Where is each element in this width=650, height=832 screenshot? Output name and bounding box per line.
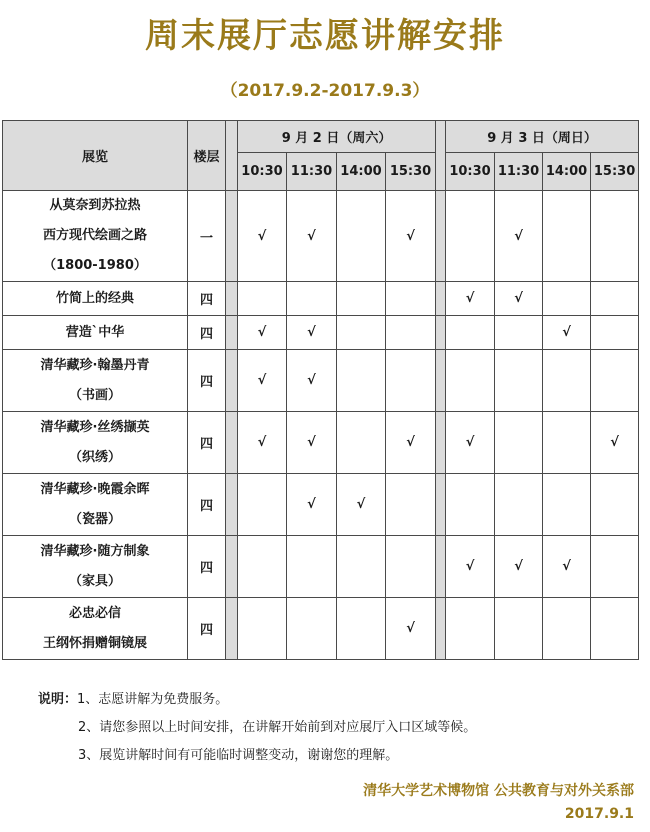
table-row bbox=[3, 536, 639, 598]
exhibition-name-line: 清华藏珍·晚霞余晖 bbox=[40, 481, 150, 497]
exhibition-name-line: 清华藏珍·丝绣撷英 bbox=[40, 419, 150, 435]
slot-cell bbox=[337, 474, 386, 536]
exhibition-name bbox=[3, 316, 188, 350]
check-mark: √ bbox=[514, 228, 523, 244]
date-range-subtitle: （2017.9.2-2017.9.3） bbox=[220, 81, 430, 101]
exhibition-name bbox=[3, 474, 188, 536]
exhibition-name-line: 王纲怀捐赠铜镜展 bbox=[42, 635, 147, 651]
exhibition-name bbox=[3, 412, 188, 474]
table-row bbox=[3, 598, 639, 660]
slot-cell bbox=[446, 536, 495, 598]
slot-cell bbox=[591, 282, 639, 316]
slot-cell bbox=[287, 474, 337, 536]
organization-name: 清华大学艺术博物馆 公共教育与对外关系部 bbox=[363, 783, 634, 799]
slot-cell bbox=[591, 412, 639, 474]
check-mark: √ bbox=[562, 559, 571, 574]
slot-cell bbox=[591, 474, 639, 536]
table-row bbox=[3, 282, 639, 316]
slot-cell bbox=[446, 598, 495, 660]
time-cell: 11:30 bbox=[495, 153, 543, 191]
exhibition-name bbox=[3, 536, 188, 598]
note-item: 2、请您参照以上时间安排，在讲解开始前到对应展厅入口区域等候。 bbox=[78, 720, 477, 735]
slot-cell bbox=[495, 536, 543, 598]
check-mark: √ bbox=[307, 435, 316, 450]
table-row bbox=[3, 191, 639, 282]
exhibition-name bbox=[3, 598, 188, 660]
check-mark: √ bbox=[356, 497, 366, 512]
time-cell: 10:30 bbox=[238, 153, 287, 191]
slot-cell bbox=[337, 282, 386, 316]
exhibition-name-line: （家具） bbox=[68, 573, 121, 589]
slot-cell bbox=[543, 598, 591, 660]
slot-cell bbox=[386, 316, 436, 350]
page-title: 周末展厅志愿讲解安排 bbox=[145, 16, 505, 56]
check-mark: √ bbox=[257, 228, 267, 244]
exhibition-name-line: 清华藏珍·随方制象 bbox=[40, 543, 150, 559]
slot-cell bbox=[238, 536, 287, 598]
gap-cell bbox=[436, 598, 446, 660]
slot-cell bbox=[446, 282, 495, 316]
exhibition-name-line: （1800-1980） bbox=[43, 258, 147, 273]
notes-label: 说明： bbox=[38, 692, 78, 707]
slot-cell bbox=[543, 536, 591, 598]
slot-cell bbox=[495, 598, 543, 660]
slot-cell bbox=[337, 350, 386, 412]
note-item: 1、志愿讲解为免费服务。 bbox=[77, 692, 229, 707]
slot-cell bbox=[238, 350, 287, 412]
exhibition-name-line: （织绣） bbox=[68, 449, 121, 465]
slot-cell bbox=[591, 191, 639, 282]
slot-cell bbox=[287, 350, 337, 412]
time-cell: 14:00 bbox=[543, 153, 591, 191]
slot-cell bbox=[238, 598, 287, 660]
slot-cell bbox=[543, 350, 591, 412]
check-mark: √ bbox=[307, 325, 316, 340]
slot-cell bbox=[591, 316, 639, 350]
exhibition-name-line: 西方现代绘画之路 bbox=[42, 228, 147, 243]
gap-cell bbox=[436, 412, 446, 474]
slot-cell bbox=[238, 412, 287, 474]
check-mark: √ bbox=[514, 291, 523, 306]
slot-cell bbox=[495, 316, 543, 350]
slot-cell bbox=[337, 191, 386, 282]
table-row bbox=[3, 412, 639, 474]
slot-cell bbox=[543, 412, 591, 474]
note-item: 3、展览讲解时间有可能临时调整变动，谢谢您的理解。 bbox=[78, 748, 399, 763]
check-mark: √ bbox=[307, 373, 316, 388]
header-gap-left bbox=[226, 121, 238, 191]
exhibition-name-line: 从莫奈到苏拉热 bbox=[49, 198, 141, 213]
slot-cell bbox=[386, 282, 436, 316]
gap-cell bbox=[226, 412, 238, 474]
slot-cell bbox=[337, 598, 386, 660]
floor-cell: 四 bbox=[188, 536, 226, 598]
check-mark: √ bbox=[257, 373, 267, 388]
time-cell: 10:30 bbox=[446, 153, 495, 191]
slot-cell bbox=[238, 316, 287, 350]
issue-date: 2017.9.1 bbox=[564, 806, 634, 822]
gap-cell bbox=[226, 282, 238, 316]
check-mark: √ bbox=[465, 559, 475, 574]
check-mark: √ bbox=[465, 435, 475, 450]
slot-cell bbox=[337, 316, 386, 350]
slot-cell bbox=[591, 598, 639, 660]
schedule-table bbox=[2, 120, 639, 660]
exhibition-name-line: 竹简上的经典 bbox=[55, 290, 134, 306]
slot-cell bbox=[543, 282, 591, 316]
floor-cell: 四 bbox=[188, 350, 226, 412]
slot-cell bbox=[337, 412, 386, 474]
gap-cell bbox=[436, 316, 446, 350]
check-mark: √ bbox=[307, 497, 316, 512]
slot-cell bbox=[495, 474, 543, 536]
gap-cell bbox=[436, 191, 446, 282]
exhibition-name-line: 必忠必信 bbox=[68, 605, 121, 621]
slot-cell bbox=[446, 191, 495, 282]
header-day2: 9 月 3 日（周日） bbox=[446, 121, 639, 153]
time-cell: 11:30 bbox=[287, 153, 337, 191]
gap-cell bbox=[226, 350, 238, 412]
slot-cell bbox=[446, 412, 495, 474]
slot-cell bbox=[446, 350, 495, 412]
exhibition-name-line: 营造`中华 bbox=[65, 324, 125, 340]
gap-cell bbox=[226, 191, 238, 282]
check-mark: √ bbox=[465, 291, 475, 306]
slot-cell bbox=[591, 536, 639, 598]
slot-cell bbox=[287, 412, 337, 474]
check-mark: √ bbox=[406, 435, 415, 450]
slot-cell bbox=[337, 536, 386, 598]
exhibition-name bbox=[3, 350, 188, 412]
gap-cell bbox=[226, 536, 238, 598]
gap-cell bbox=[436, 282, 446, 316]
slot-cell bbox=[495, 412, 543, 474]
slot-cell bbox=[287, 316, 337, 350]
floor-cell: 四 bbox=[188, 412, 226, 474]
floor-cell: 四 bbox=[188, 282, 226, 316]
slot-cell bbox=[386, 474, 436, 536]
table-row bbox=[3, 316, 639, 350]
notes bbox=[38, 686, 476, 770]
table-row bbox=[3, 474, 639, 536]
time-cell: 15:30 bbox=[591, 153, 639, 191]
header-floor: 楼层 bbox=[188, 121, 226, 191]
gap-cell bbox=[436, 474, 446, 536]
check-mark: √ bbox=[514, 559, 523, 574]
exhibition-name bbox=[3, 282, 188, 316]
time-cell: 15:30 bbox=[386, 153, 436, 191]
floor-cell: 四 bbox=[188, 474, 226, 536]
gap-cell bbox=[436, 350, 446, 412]
check-mark: √ bbox=[406, 228, 415, 244]
slot-cell bbox=[386, 191, 436, 282]
slot-cell bbox=[446, 316, 495, 350]
table-row bbox=[3, 350, 639, 412]
slot-cell bbox=[386, 350, 436, 412]
slot-cell bbox=[543, 316, 591, 350]
slot-cell bbox=[287, 191, 337, 282]
check-mark: √ bbox=[307, 228, 316, 244]
gap-cell bbox=[226, 474, 238, 536]
slot-cell bbox=[287, 282, 337, 316]
slot-cell bbox=[238, 191, 287, 282]
time-cell: 14:00 bbox=[337, 153, 386, 191]
slot-cell bbox=[287, 598, 337, 660]
schedule-body bbox=[3, 191, 639, 660]
slot-cell bbox=[591, 350, 639, 412]
gap-cell bbox=[436, 536, 446, 598]
header-exhibition: 展览 bbox=[3, 121, 188, 191]
slot-cell bbox=[446, 474, 495, 536]
check-mark: √ bbox=[562, 325, 571, 340]
slot-cell bbox=[495, 191, 543, 282]
slot-cell bbox=[386, 412, 436, 474]
slot-cell bbox=[386, 536, 436, 598]
slot-cell bbox=[543, 191, 591, 282]
floor-cell: 四 bbox=[188, 316, 226, 350]
exhibition-name bbox=[3, 191, 188, 282]
exhibition-name-line: （瓷器） bbox=[68, 511, 121, 527]
slot-cell bbox=[386, 598, 436, 660]
slot-cell bbox=[543, 474, 591, 536]
check-mark: √ bbox=[257, 435, 267, 450]
exhibition-name-line: 清华藏珍·翰墨丹青 bbox=[40, 357, 150, 373]
check-mark: √ bbox=[406, 621, 415, 636]
slot-cell bbox=[495, 282, 543, 316]
slot-cell bbox=[238, 282, 287, 316]
check-mark: √ bbox=[610, 435, 619, 450]
header-gap-mid bbox=[436, 121, 446, 191]
slot-cell bbox=[495, 350, 543, 412]
floor-cell: 一 bbox=[188, 191, 226, 282]
exhibition-name-line: （书画） bbox=[68, 387, 121, 403]
gap-cell bbox=[226, 598, 238, 660]
slot-cell bbox=[238, 474, 287, 536]
gap-cell bbox=[226, 316, 238, 350]
check-mark: √ bbox=[257, 325, 267, 340]
header-day1: 9 月 2 日（周六） bbox=[238, 121, 436, 153]
slot-cell bbox=[287, 536, 337, 598]
floor-cell: 四 bbox=[188, 598, 226, 660]
